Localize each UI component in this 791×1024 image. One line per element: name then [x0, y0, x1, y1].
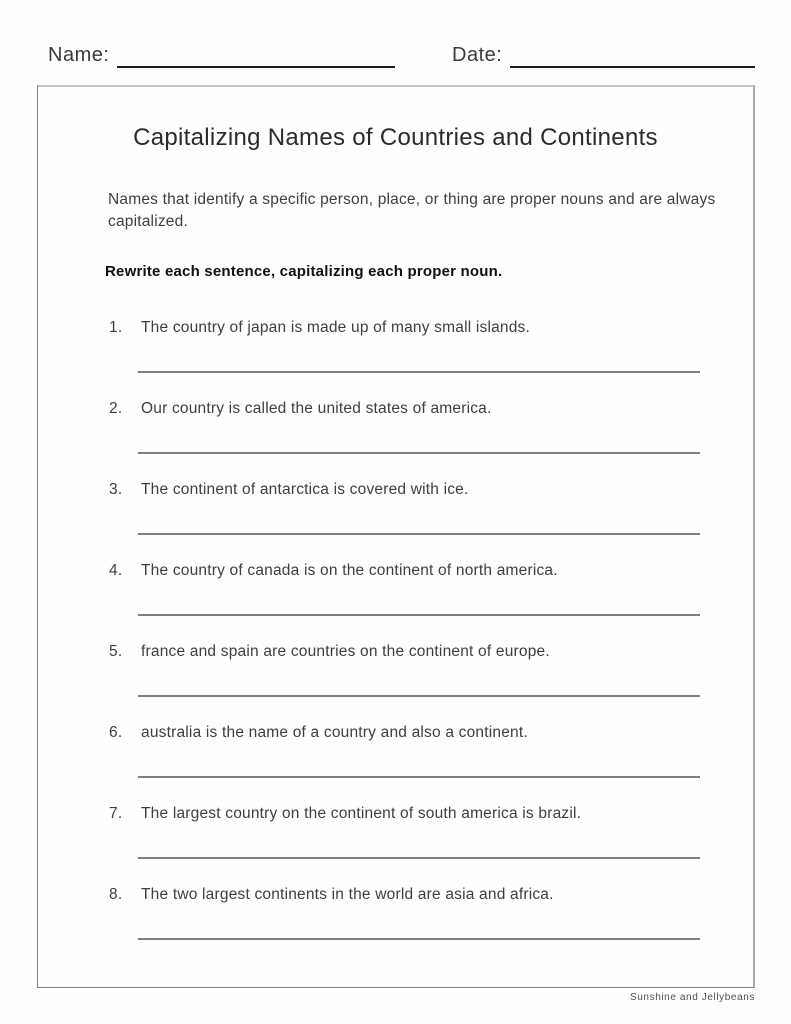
- name-label: Name:: [48, 44, 110, 66]
- item-number: 5.: [109, 643, 123, 660]
- item-sentence: The country of japan is made up of many small islands.: [141, 319, 531, 336]
- exercise-item: [38, 722, 753, 778]
- answer-line[interactable]: [138, 371, 700, 373]
- item-sentence: The largest country on the continent of south america is brazil.: [141, 805, 582, 822]
- name-field-group: [48, 42, 395, 68]
- answer-line[interactable]: [138, 695, 700, 697]
- exercise-item: [38, 317, 753, 373]
- answer-line[interactable]: [138, 614, 700, 616]
- item-sentence: Our country is called the united states of america.: [141, 400, 492, 417]
- exercise-item: [38, 803, 753, 859]
- item-number: 6.: [109, 724, 123, 741]
- exercise-item: [38, 479, 753, 535]
- item-number: 2.: [109, 400, 123, 417]
- item-sentence-row: [109, 560, 723, 581]
- exercise-list: [38, 317, 753, 940]
- footer-credit: Sunshine and Jellybeans: [630, 992, 755, 1003]
- item-sentence-row: [109, 722, 723, 743]
- answer-line[interactable]: [138, 452, 700, 454]
- item-number: 7.: [109, 805, 123, 822]
- item-sentence: The country of canada is on the continent of north america.: [141, 562, 558, 579]
- item-sentence-row: [109, 803, 723, 824]
- item-number: 1.: [109, 319, 123, 336]
- header-row: [48, 42, 755, 68]
- answer-line[interactable]: [138, 938, 700, 940]
- intro-text: Names that identify a specific person, place, or thing are proper nouns and are always capitalized.: [108, 191, 716, 230]
- exercise-item: [38, 884, 753, 940]
- item-number: 3.: [109, 481, 123, 498]
- answer-line[interactable]: [138, 776, 700, 778]
- item-sentence: france and spain are countries on the continent of europe.: [141, 643, 550, 660]
- page-title: Capitalizing Names of Countries and Continents: [133, 124, 658, 151]
- item-sentence-row: [109, 317, 723, 338]
- item-sentence-row: [109, 398, 723, 419]
- instruction-text: Rewrite each sentence, capitalizing each proper noun.: [105, 263, 503, 280]
- item-sentence-row: [109, 479, 723, 500]
- date-field-group: [452, 42, 755, 68]
- item-sentence: The continent of antarctica is covered with ice.: [141, 481, 469, 498]
- answer-line[interactable]: [138, 533, 700, 535]
- name-input-line[interactable]: [117, 42, 395, 68]
- item-sentence: The two largest continents in the world are asia and africa.: [141, 886, 554, 903]
- exercise-item: [38, 398, 753, 454]
- date-input-line[interactable]: [510, 42, 755, 68]
- item-sentence: australia is the name of a country and also a continent.: [141, 724, 528, 741]
- item-sentence-row: [109, 884, 723, 905]
- item-number: 4.: [109, 562, 123, 579]
- answer-line[interactable]: [138, 857, 700, 859]
- exercise-item: [38, 560, 753, 616]
- item-number: 8.: [109, 886, 123, 903]
- item-sentence-row: [109, 641, 723, 662]
- exercise-item: [38, 641, 753, 697]
- worksheet-box: [37, 85, 755, 988]
- date-label: Date:: [452, 44, 503, 66]
